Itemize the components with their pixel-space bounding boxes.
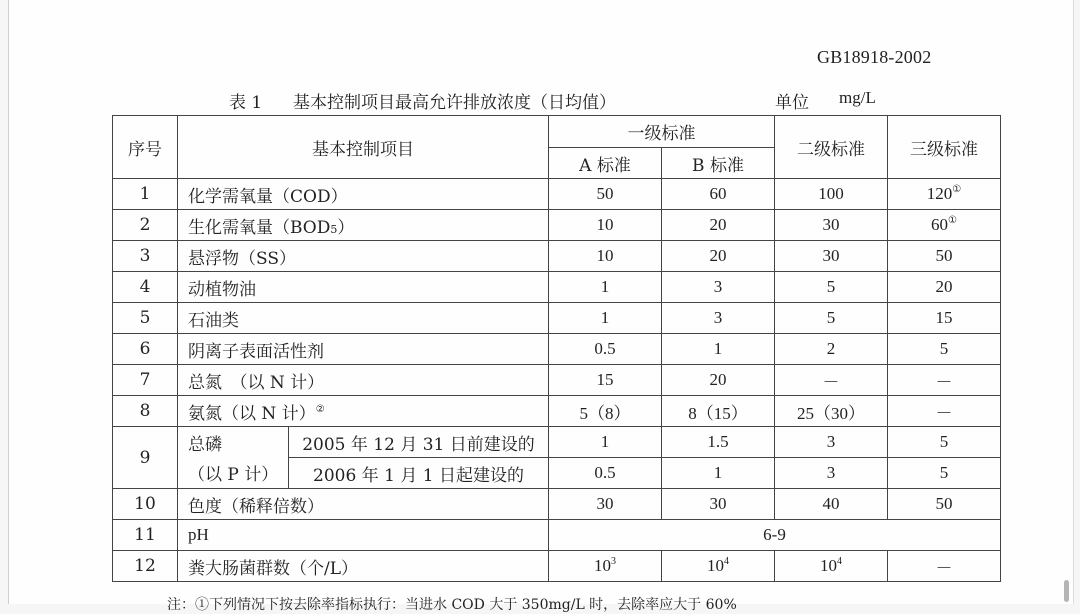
grade3-value: 5 xyxy=(888,458,1001,489)
row-seq: 8 xyxy=(113,396,178,427)
grade3-value: 5 xyxy=(888,427,1001,458)
grade2-value: － xyxy=(775,365,888,396)
row-seq: 4 xyxy=(113,272,178,303)
grade1-b-value: 3 xyxy=(662,272,775,303)
row-seq: 5 xyxy=(113,303,178,334)
row-seq: 1 xyxy=(113,179,178,210)
grade1-b-value: 8（15） xyxy=(662,396,775,427)
footnote-mark: ① xyxy=(948,215,957,226)
header-grade2: 二级标准 xyxy=(775,116,888,179)
table-row xyxy=(113,365,1001,396)
header-grade1-a: A 标准 xyxy=(549,148,662,179)
sub-item-label: 2005 年 12 月 31 日前建设的 xyxy=(289,427,549,458)
grade3-value: 50 xyxy=(888,489,1001,520)
header-grade3: 三级标准 xyxy=(888,116,1001,179)
table-row xyxy=(113,489,1001,520)
row-seq: 3 xyxy=(113,241,178,272)
table-row xyxy=(113,427,1001,458)
table-footnote: 注：①下列情况下按去除率指标执行：当进水 COD 大于 350mg/L 时，去除率应大于 60% xyxy=(167,597,737,613)
row-item: pH xyxy=(178,520,549,551)
table-number: 表 1 xyxy=(229,93,263,113)
unit-label: 单位 xyxy=(775,93,809,113)
grade2-value: 2 xyxy=(775,334,888,365)
grade1-a-value: 30 xyxy=(549,489,662,520)
grade1-a-value: $10^3$ xyxy=(549,551,662,582)
grade3-value: 50 xyxy=(888,241,1001,272)
unit-value: mg/L xyxy=(839,88,876,107)
grade1-a-value: 0.5 xyxy=(549,458,662,489)
grade2-value: 3 xyxy=(775,458,888,489)
grade3-value: 15 xyxy=(888,303,1001,334)
row-item-line2: （以 P 计） xyxy=(178,458,289,489)
row-item: 悬浮物（SS） xyxy=(178,241,549,272)
grade1-b-value: $10^4$ xyxy=(662,551,775,582)
standard-code: GB18918-2002 xyxy=(817,47,932,67)
grade1-b-value: 1.5 xyxy=(662,427,775,458)
grade1-b-value: 20 xyxy=(662,365,775,396)
grade2-value: 40 xyxy=(775,489,888,520)
table-row xyxy=(113,179,1001,210)
grade1-b-value: 3 xyxy=(662,303,775,334)
table-row xyxy=(113,551,1001,582)
grade1-a-value: 1 xyxy=(549,272,662,303)
grade3-value: 120① xyxy=(888,179,1001,210)
grade3-value: 60① xyxy=(888,210,1001,241)
grade2-value: 3 xyxy=(775,427,888,458)
grade1-a-value: 15 xyxy=(549,365,662,396)
header-item: 基本控制项目 xyxy=(178,116,549,179)
table-row xyxy=(113,520,1001,551)
row-item: 色度（稀释倍数） xyxy=(178,489,549,520)
grade3-value: － xyxy=(888,365,1001,396)
row-seq: 12 xyxy=(113,551,178,582)
footnote-mark: ① xyxy=(952,184,962,195)
document-page xyxy=(8,0,1074,613)
grade1-b-value: 20 xyxy=(662,241,775,272)
header-grade1-b: B 标准 xyxy=(662,148,775,179)
grade2-value: 5 xyxy=(775,272,888,303)
grade3-value: 5 xyxy=(888,334,1001,365)
grade1-a-value: 0.5 xyxy=(549,334,662,365)
grade2-value: 30 xyxy=(775,241,888,272)
grade3-value: － xyxy=(888,551,1001,582)
scrollbar-thumb[interactable] xyxy=(1064,580,1069,602)
row-item-line1: 总磷 xyxy=(178,427,289,458)
grade1-a-value: 10 xyxy=(549,241,662,272)
row-seq: 9 xyxy=(113,427,178,489)
footnote-mark: ② xyxy=(315,403,325,415)
grade1-b-value: 1 xyxy=(662,458,775,489)
grade2-value: 30 xyxy=(775,210,888,241)
all-grades-value: 6-9 xyxy=(549,520,1001,551)
row-item: 总氮 （以 N 计） xyxy=(178,365,549,396)
row-item: 石油类 xyxy=(178,303,549,334)
row-item: 化学需氧量（COD） xyxy=(178,179,549,210)
table-title: 基本控制项目最高允许排放浓度（日均值） xyxy=(293,93,616,113)
row-item: 氨氮（以 N 计）② xyxy=(178,396,549,427)
grade3-value: － xyxy=(888,396,1001,427)
row-item: 生化需氧量（BOD5） xyxy=(178,210,549,241)
grade1-a-value: 1 xyxy=(549,427,662,458)
table-row xyxy=(113,272,1001,303)
grade2-value: 5 xyxy=(775,303,888,334)
table-row xyxy=(113,303,1001,334)
header-grade1: 一级标准 xyxy=(549,116,775,148)
grade2-value: $10^4$ xyxy=(775,551,888,582)
emission-limits-table xyxy=(112,115,1001,582)
grade2-value: 25（30） xyxy=(775,396,888,427)
table-row xyxy=(113,210,1001,241)
sub-item-label: 2006 年 1 月 1 日起建设的 xyxy=(289,458,549,489)
grade1-b-value: 20 xyxy=(662,210,775,241)
grade1-b-value: 60 xyxy=(662,179,775,210)
grade1-a-value: 1 xyxy=(549,303,662,334)
grade1-b-value: 1 xyxy=(662,334,775,365)
row-item: 粪大肠菌群数（个/L） xyxy=(178,551,549,582)
table-row xyxy=(113,396,1001,427)
header-seq: 序号 xyxy=(113,116,178,179)
row-seq: 10 xyxy=(113,489,178,520)
table-row xyxy=(113,334,1001,365)
table-row xyxy=(113,458,1001,489)
grade2-value: 100 xyxy=(775,179,888,210)
table-row xyxy=(113,241,1001,272)
row-item: 阴离子表面活性剂 xyxy=(178,334,549,365)
grade3-value: 20 xyxy=(888,272,1001,303)
grade1-a-value: 50 xyxy=(549,179,662,210)
grade1-b-value: 30 xyxy=(662,489,775,520)
grade1-a-value: 10 xyxy=(549,210,662,241)
row-seq: 2 xyxy=(113,210,178,241)
grade1-a-value: 5（8） xyxy=(549,396,662,427)
row-item: 动植物油 xyxy=(178,272,549,303)
row-seq: 11 xyxy=(113,520,178,551)
row-seq: 6 xyxy=(113,334,178,365)
row-seq: 7 xyxy=(113,365,178,396)
